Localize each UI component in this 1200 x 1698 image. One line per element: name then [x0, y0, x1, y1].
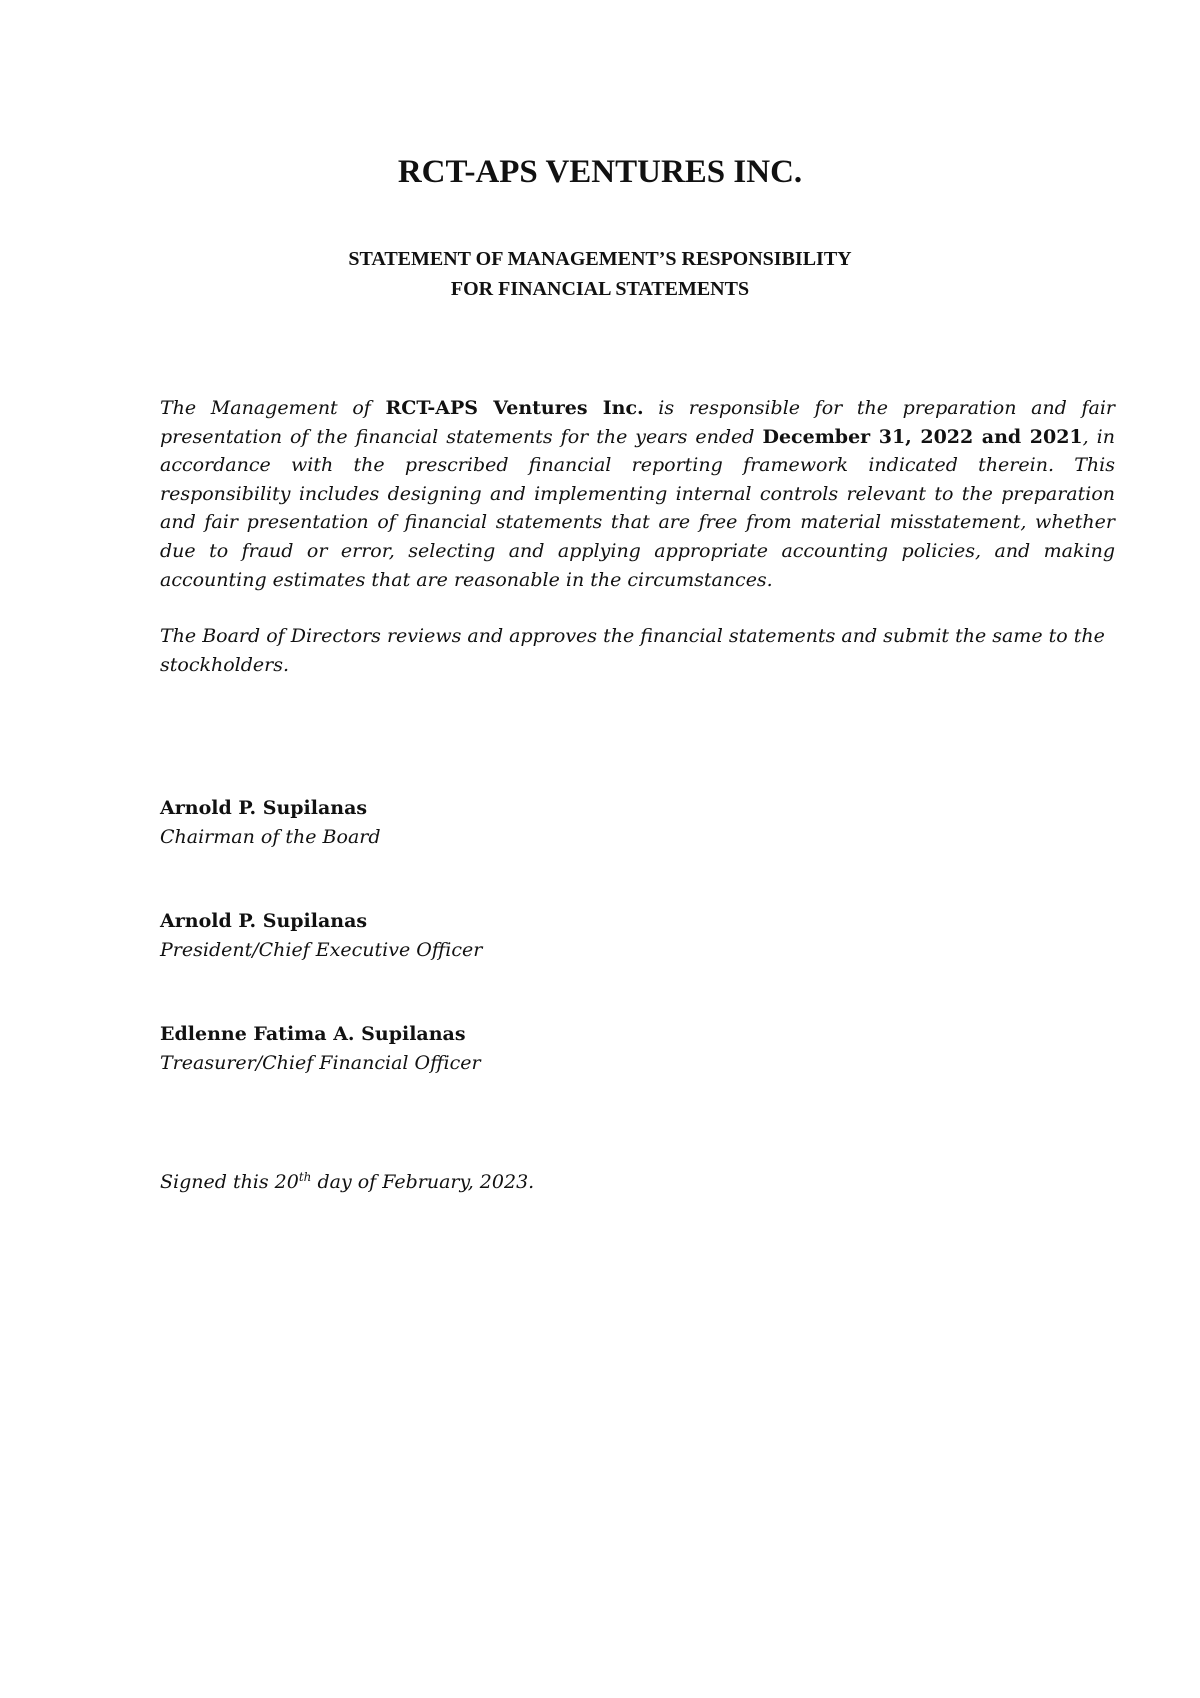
paragraph-text-2: is responsible for the preparation and fair presentation of the financial statements for the years ended [160, 397, 1115, 448]
signatory-chairman [160, 794, 381, 852]
signatory-name: Edlenne Fatima A. Supilanas [160, 1023, 466, 1045]
document-title [0, 244, 1200, 304]
signing-date-ordinal: th [298, 1170, 312, 1184]
document-title-line-1: STATEMENT OF MANAGEMENT’S RESPONSIBILITY [348, 248, 852, 270]
signing-date-prefix: Signed this 20 [160, 1171, 299, 1193]
signatory-treasurer [160, 1020, 481, 1078]
signatory-name: Arnold P. Supilanas [160, 910, 368, 932]
signatory-role: Treasurer/Chief Financial Officer [160, 1052, 481, 1074]
signatory-role: President/Chief Executive Officer [160, 939, 483, 961]
company-name-inline: RCT-APS Ventures Inc. [385, 397, 644, 419]
responsibility-paragraph [160, 394, 1115, 594]
signing-date [160, 1168, 534, 1197]
paragraph-text-1: The Management of [160, 397, 386, 419]
board-review-paragraph: The Board of Directors reviews and approves the financial statements and submit the same to the stockholders. [160, 625, 1105, 676]
company-name: RCT-APS VENTURES INC. [397, 154, 803, 190]
paragraph-text-3: , in accordance with the prescribed financial reporting framework indicated therein. This responsibility includes designing and implementing internal controls relevant to the preparation and fair presentation of financial statements that are free from material misstatement, whether due to fraud or error, selecting and applying appropriate accounting policies, and making accounting estimates that are reasonable in the circumstances. [160, 425, 1115, 591]
reporting-years: December 31, 2022 and 2021 [762, 425, 1083, 448]
signatory-president [160, 907, 482, 965]
signatory-name: Arnold P. Supilanas [160, 797, 368, 819]
signatory-role: Chairman of the Board [160, 826, 381, 848]
signing-date-suffix: day of February, 2023. [311, 1171, 535, 1193]
document-title-line-2: FOR FINANCIAL STATEMENTS [450, 278, 750, 300]
